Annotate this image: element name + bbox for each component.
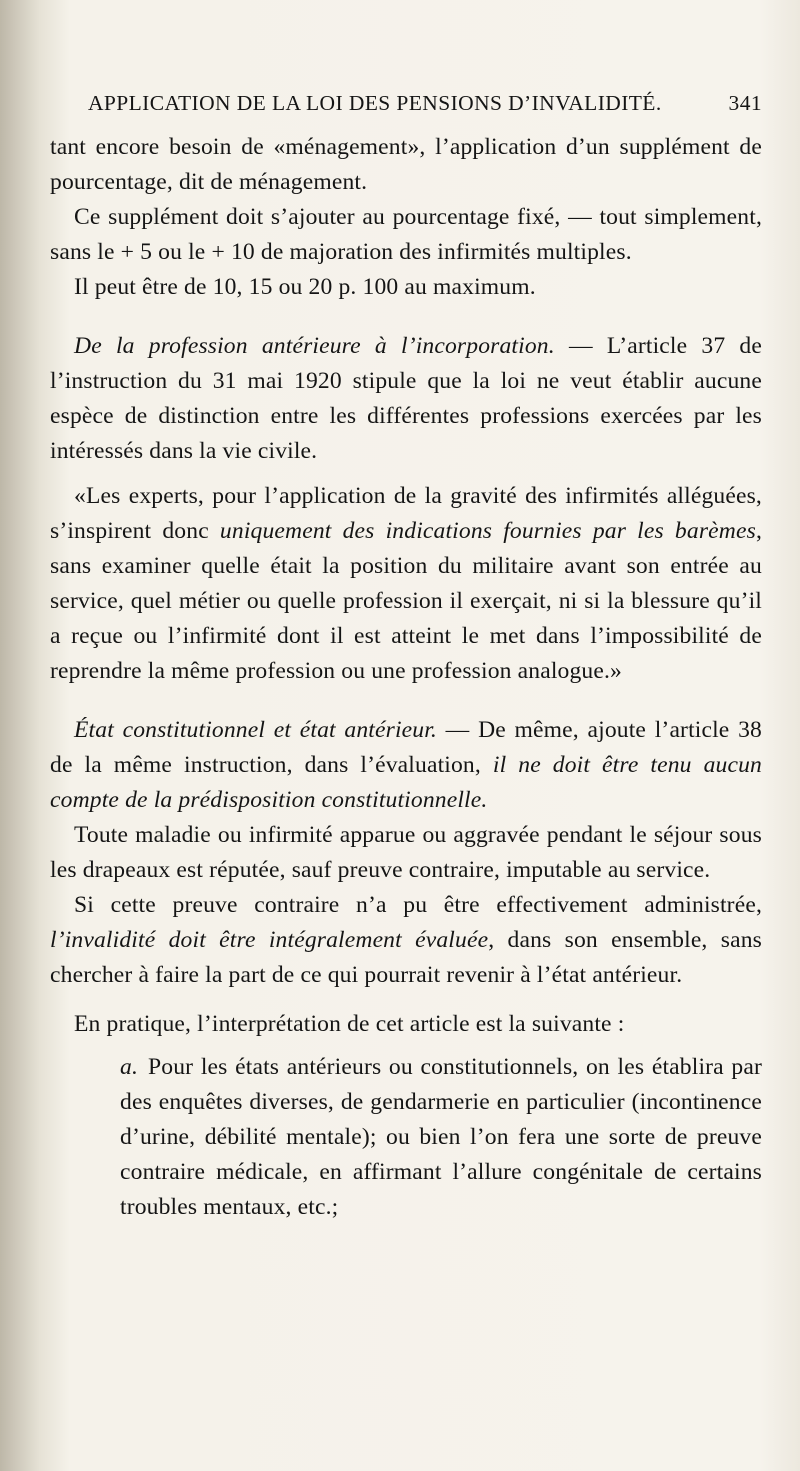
section-title-profession: De la profession antérieure à l’incorporation.	[74, 333, 555, 359]
list-text-a: Pour les états antérieurs ou constitutionnels, on les établira par des enquêtes diverses, de gendarmerie en particulier (incontinence d’urine, débilité mentale); ou bien l’on fera une sorte de preuve contraire médicale, en affirmant l’allure congénitale de certains troubles mentaux, etc.;	[120, 1054, 762, 1220]
page-text	[50, 86, 762, 1225]
section-title-etat: État constitutionnel et état antérieur.	[74, 717, 437, 743]
paragraph-quote-experts	[50, 479, 762, 689]
list-item-a	[120, 1050, 762, 1225]
paragraph-menagement: tant encore besoin de «ménagement», l’application d’un supplément de pourcentage, dit de ménagement.	[50, 134, 762, 195]
paragraph-etat-constitutionnel	[50, 713, 762, 818]
preuve-emphasis: l’invalidité doit être intégralement évaluée	[50, 927, 489, 953]
running-header	[50, 86, 762, 121]
header-title: APPLICATION DE LA LOI DES PENSIONS D’INVALIDITÉ.	[88, 91, 662, 115]
paragraph-maladie: Toute maladie ou infirmité apparue ou aggravée pendant le séjour sous les drapeaux est réputée, sauf preuve contraire, imputable au service.	[50, 822, 762, 883]
page-number: 341	[728, 91, 762, 115]
preuve-end: , dans son ensemble, sans chercher à faire la part de ce qui pourrait revenir à l’état antérieur.	[50, 927, 762, 988]
etat-emphasis: il ne doit être tenu aucun compte de la prédisposition constitutionnelle.	[50, 752, 762, 813]
paragraph-maximum: Il peut être de 10, 15 ou 20 p. 100 au maximum.	[74, 274, 536, 300]
preuve-start: Si cette preuve contraire n’a pu être effectivement administrée,	[74, 892, 762, 918]
paragraph-preuve-contraire	[50, 888, 762, 993]
paragraph-en-pratique: En pratique, l’interprétation de cet article est la suivante :	[74, 1011, 625, 1037]
list-letter-a: a.	[120, 1054, 138, 1080]
paragraph-profession	[50, 329, 762, 469]
etat-text: — De même, ajoute l’article 38 de la même instruction, dans l’évaluation,	[50, 717, 762, 778]
quote-emphasis: uniquement des indications fournies par les barèmes	[219, 518, 756, 544]
paragraph-supplement: Ce supplément doit s’ajouter au pourcentage fixé, — tout simplement, sans le + 5 ou le + 10 de majoration des infirmités multiples.	[50, 204, 762, 265]
quote-end: , sans examiner quelle était la position du militaire avant son entrée au service, quel métier ou quelle profession il exerçait, ni si la blessure qu’il a reçue ou l’infirmité dont il est atteint le met dans l’impossibilité de reprendre la même profession ou une profession analogue.»	[50, 518, 762, 684]
profession-text: — L’article 37 de l’instruction du 31 mai 1920 stipule que la loi ne veut établir aucune espèce de distinction entre les différentes professions exercées par les intéressés dans la vie civile.	[50, 333, 762, 464]
quote-start: «Les experts, pour l’application de la gravité des infirmités alléguées, s’inspirent donc	[50, 483, 762, 544]
